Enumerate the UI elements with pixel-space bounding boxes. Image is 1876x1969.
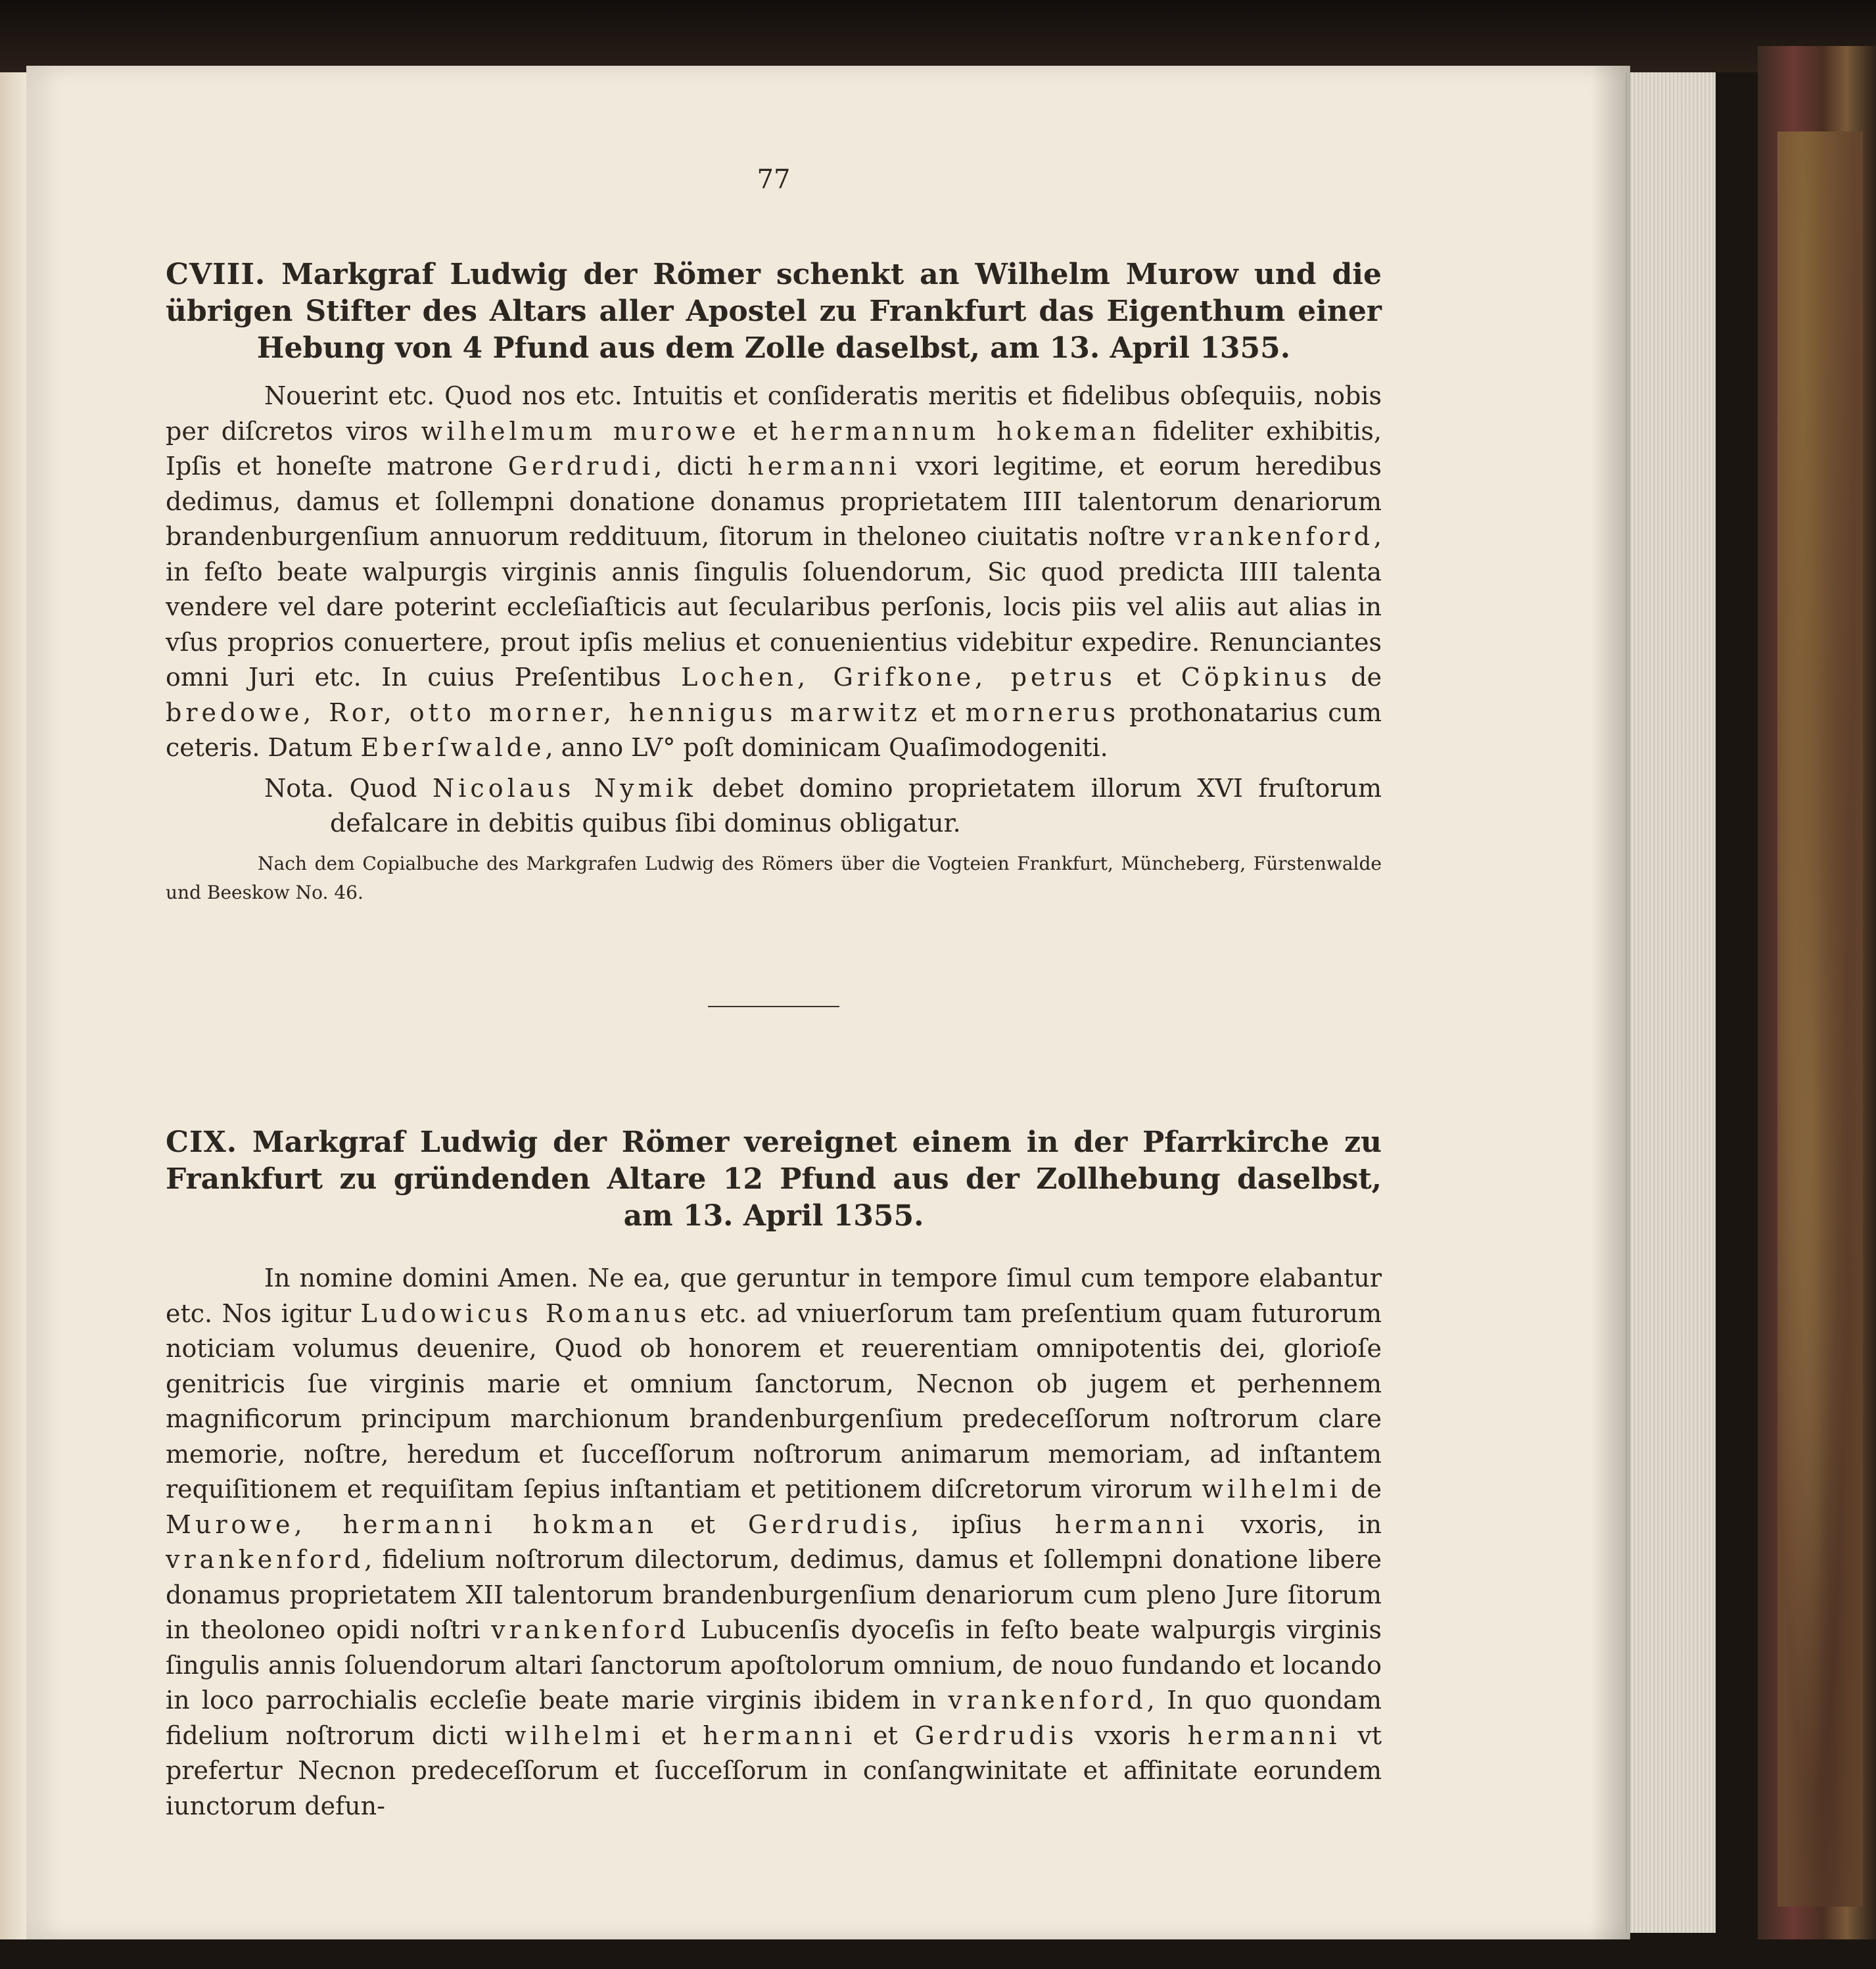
spaced-name: wilhelmum murowe: [421, 416, 740, 446]
text-run: vt prefertur Necnon predeceſſorum et ſucceſſorum in conſangwinitate et affinitate eorundem iunctorum defun-: [166, 1720, 1382, 1820]
document-cix: [166, 1124, 1382, 1824]
text-run: , in feſto beate walpurgis virginis annis ſingulis ſoluendorum, Sic quod predicta IIII talenta vendere vel dare poterint eccleſiaſticis aut ſecularibus perſonis, locis piis vel aliis aut alias in vſus proprios conuertere, prout ipſis melius et conuenientius videbitur expedire. Renunciantes omni Juri etc. In cuius Preſentibus: [166, 522, 1382, 692]
page-stack-edges: [1624, 72, 1716, 1933]
spaced-name: Eberſwalde: [360, 733, 546, 762]
text-run: et: [1115, 663, 1181, 692]
text-run: fideliter exhibitis, Ipſis et honeſte matrone: [166, 416, 1382, 481]
text-run: et: [644, 1720, 703, 1750]
text-run: In nomine domini Amen. Ne ea, que geruntur in tempore ſimul cum tempore elabantur etc. Nos igitur: [166, 1264, 1382, 1328]
document-text-cix: [166, 1261, 1382, 1824]
spaced-name: Gerdrudis: [747, 1509, 911, 1539]
document-heading-cviii: [166, 256, 1382, 367]
section-divider: [708, 1006, 839, 1007]
spaced-name: Ludowicus Romanus: [360, 1298, 691, 1328]
spaced-name: vrankenford: [948, 1686, 1147, 1715]
heading-text-cviii: Markgraf Ludwig der Römer schenkt an Wilhelm Murow und die übrigen Stifter des Altars aller Apostel zu Frankfurt das Eigenthum einer Hebung von 4 Pfund aus dem Zolle daselbst, am 13. April 1355.: [166, 258, 1382, 365]
text-run: et: [921, 698, 966, 727]
spaced-name: hermanni: [703, 1720, 856, 1750]
spaced-name: Gerdrudis: [914, 1720, 1078, 1750]
text-run: vxoris: [1077, 1720, 1188, 1750]
text-run: Nota. Quod: [264, 773, 433, 803]
spaced-name: wilhelmi: [1202, 1475, 1342, 1504]
spaced-name: Nicolaus Nymik: [433, 773, 697, 803]
text-run: , ipſius: [910, 1509, 1055, 1539]
text-run: etc. ad vniuerſorum tam preſentium quam futurorum noticiam volumus deuenire, Quod ob honorem et reuerentiam omnipotentis dei, glorioſe genitricis ſue virginis marie et omnium ſanctorum, Necnon ob jugem et perhennem magnificorum principum marchionum brandenburgenſium predeceſſorum noſtrorum clare memorie, noſtre, heredum et ſucceſſorum noſtrorum animarum memoriam, ad inſtantem requiſitionem et requiſitam ſepius inſtantiam et petitionem diſcretorum virorum: [166, 1298, 1382, 1504]
text-run: , dicti: [654, 452, 748, 481]
text-run: , anno LV° poſt dominicam Quaſimodogeniti.: [545, 733, 1108, 762]
spaced-name: mornerus: [965, 698, 1119, 727]
spaced-name: hermanni: [747, 452, 901, 481]
document-cviii: [166, 256, 1382, 907]
spaced-name: Murowe, hermanni hokman: [166, 1509, 658, 1539]
text-run: de: [1341, 1475, 1382, 1504]
text-run: , fidelium noſtrorum dilectorum, dedimus, damus et ſollempni donatione libere donamus proprietatem XII talentorum brandenburgenſium denariorum cum pleno Jure ſitorum in theoloneo opidi noſtri: [166, 1545, 1382, 1644]
text-run: de: [1330, 663, 1382, 692]
text-run: debet domino proprietatem illorum XVI fruſtorum defalcare in debitis quibus ſibi dominus obligatur.: [330, 773, 1382, 838]
spaced-name: vrankenford: [1175, 522, 1374, 551]
text-run: , In quo quondam fidelium noſtrorum dicti: [166, 1686, 1382, 1750]
spaced-name: Gerdrudi: [507, 452, 655, 481]
text-run: et: [856, 1720, 915, 1750]
marbled-cover-edge: [1777, 131, 1863, 1907]
heading-text-cix: Markgraf Ludwig der Römer vereignet einem in der Pfarrkirche zu Frankfurt zu gründenden Altare 12 Pfund aus der Zollhebung daselbst, am 13. April 1355.: [166, 1126, 1382, 1233]
spaced-name: hermannum hokeman: [790, 416, 1140, 446]
source-note-cviii: Nach dem Copialbuche des Markgrafen Ludwig des Römers über die Vogteien Frankfurt, Müncheberg, Fürstenwalde und Beeskow No. 46.: [166, 852, 1382, 903]
page-number: 77: [757, 164, 791, 195]
spaced-name: hermanni: [1054, 1509, 1208, 1539]
nota-paragraph: [166, 771, 1382, 842]
spaced-name: vrankenford: [166, 1545, 365, 1574]
text-run: vxoris, in: [1208, 1509, 1382, 1539]
facing-page-edge: [0, 72, 26, 1939]
spaced-name: hermanni: [1187, 1720, 1341, 1750]
document-number-cviii: CVIII.: [166, 258, 266, 291]
text-run: vxori legitime, et eorum heredibus dedimus, damus et ſollempni donatione donamus proprietatem IIII talentorum denariorum brandenburgenſium annuorum reddituum, ſitorum in theloneo ciuitatis noſtre: [166, 452, 1382, 551]
spaced-name: Lochen, Grifkone, petrus: [681, 663, 1116, 692]
spaced-name: vrankenford: [491, 1615, 690, 1644]
document-number-cix: CIX.: [166, 1126, 238, 1159]
text-run: prothonatarius cum ceteris. Datum: [166, 698, 1382, 762]
text-run: et: [739, 416, 791, 446]
spaced-name: Cöpkinus: [1181, 663, 1331, 692]
text-run: et: [657, 1509, 748, 1539]
text-run: Lubucenſis dyoceſis in feſto beate walpurgis virginis ſingulis annis ſoluendorum altari ſanctorum apoſtolorum omnium, de nouo fundando et locando in loco parrochialis eccleſie beate marie virginis ibidem in: [166, 1615, 1382, 1715]
spaced-name: bredowe, Ror, otto morner, hennigus marwitz: [166, 698, 922, 727]
spaced-name: wilhelmi: [504, 1720, 644, 1750]
book-cover-top: [0, 0, 1876, 72]
document-text-cviii: [166, 379, 1382, 766]
page-curl-shadow: [1591, 66, 1630, 1939]
text-run: Nouerint etc. Quod nos etc. Intuitis et conſideratis meritis et fidelibus obſequiis, nobis per diſcretos viros: [166, 381, 1382, 446]
document-heading-cix: [166, 1124, 1382, 1235]
